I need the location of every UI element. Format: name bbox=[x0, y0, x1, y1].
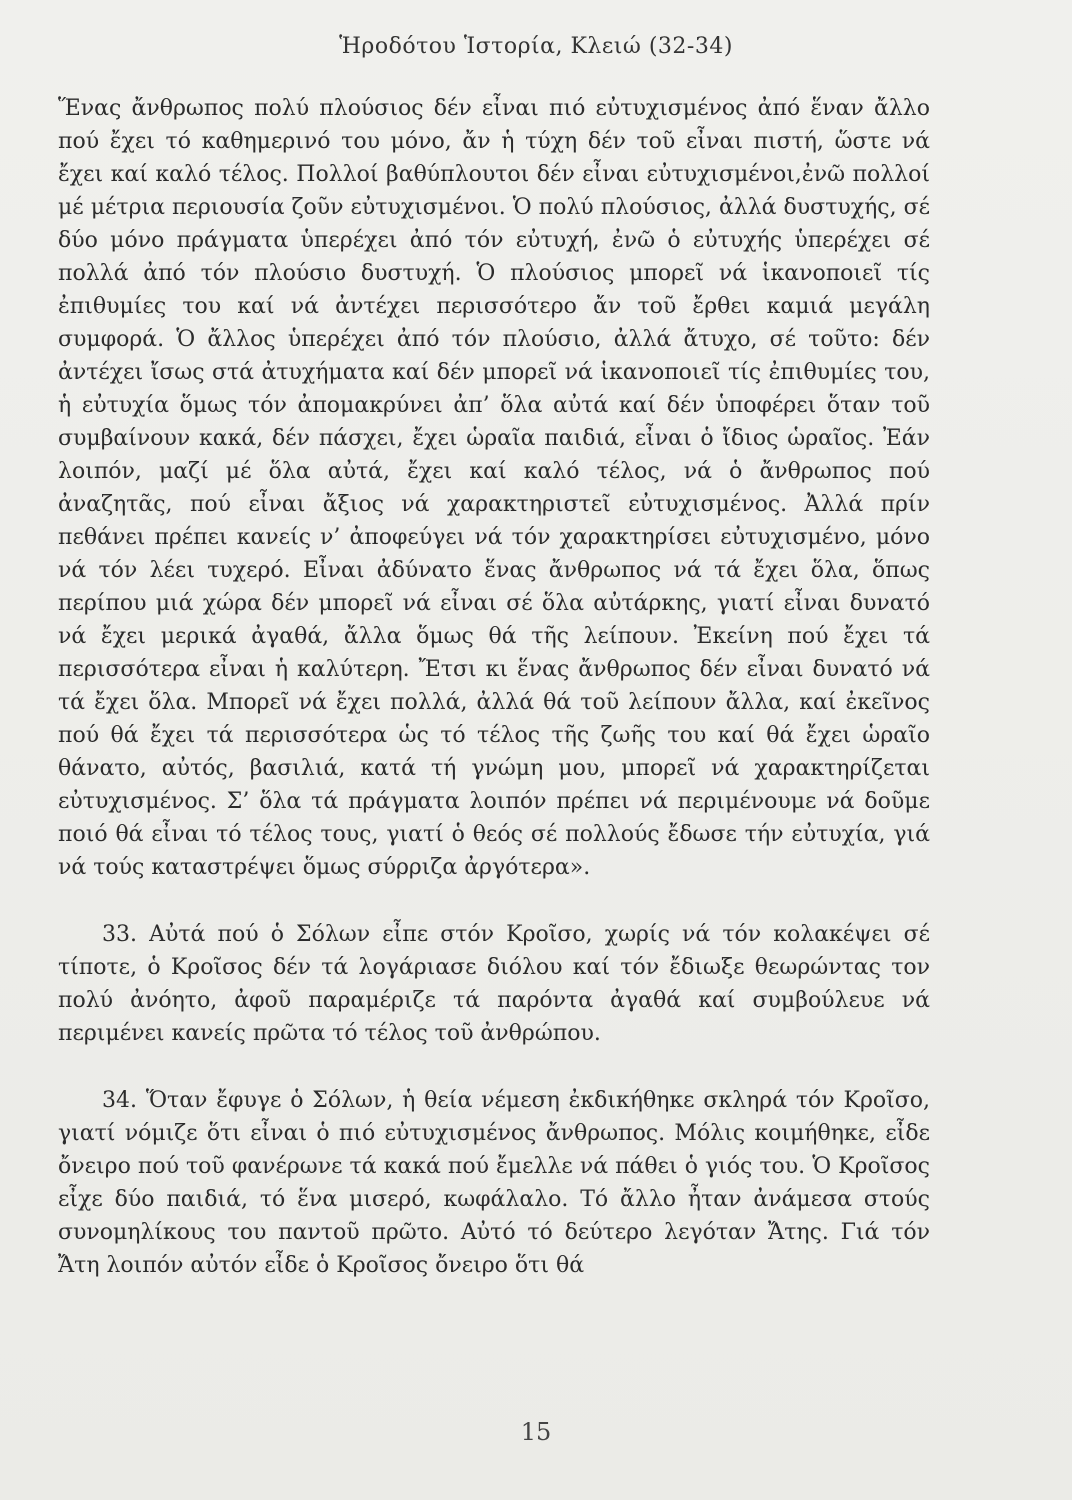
page-number: 15 bbox=[520, 1418, 552, 1446]
body-text bbox=[58, 92, 930, 1282]
paragraph-33: 33. Αὐτά πού ὁ Σόλων εἶπε στόν Κροῖσο, χωρίς νά τόν κολακέψει σέ τίποτε, ὁ Κροῖσος δέν τά λογάριασε διόλου καί τόν ἔδιωξε θεωρώντας τον πολύ ἀνόητο, ἀφοῦ παραμέριζε τά παρόντα ἀγαθά καί συμβούλευε νά περιμένει κανείς πρῶτα τό τέλος τοῦ ἀνθρώπου. bbox=[58, 922, 930, 1046]
paragraph-34: 34. Ὅταν ἔφυγε ὁ Σόλων, ἡ θεία νέμεση ἐκδικήθηκε σκληρά τόν Κροῖσο, γιατί νόμιζε ὅτι εἶναι ὁ πιό εὐτυχισμένος ἄνθρωπος. Μόλις κοιμήθηκε, εἶδε ὄνειρο πού τοῦ φανέρωνε τά κακά πού ἔμελλε νά πάθει ὁ γιός του. Ὁ Κροῖσος εἶχε δύο παιδιά, τό ἕνα μισερό, κωφάλαλο. Τό ἄλλο ἦταν ἀνάμεσα στούς συνομηλίκους του παντοῦ πρῶτο. Αὐτό τό δεύτερο λεγόταν Ἄτης. Γιά τόν Ἄτη λοιπόν αὐτόν εἶδε ὁ Κροῖσος ὄνειρο ὅτι θά bbox=[58, 1088, 930, 1278]
running-head: Ἡροδότου Ἱστορία, Κλειώ (32-34) bbox=[339, 34, 733, 59]
paragraph-solon-speech: Ἕνας ἄνθρωπος πολύ πλούσιος δέν εἶναι πιό εὐτυχισμένος ἀπό ἕναν ἄλλο πού ἔχει τό καθημερινό του μόνο, ἄν ἡ τύχη δέν τοῦ εἶναι πιστή, ὥστε νά ἔχει καί καλό τέλος. Πολλοί βαθύπλουτοι δέν εἶναι εὐτυχισμένοι,ἐνῶ πολλοί μέ μέτρια περιουσία ζοῦν εὐτυχισμένοι. Ὁ πολύ πλούσιος, ἀλλά δυστυχής, σέ δύο μόνο πράγματα ὑπερέχει ἀπό τόν εὐτυχή, ἐνῶ ὁ εὐτυχής ὑπερέχει σέ πολλά ἀπό τόν πλούσιο δυστυχή. Ὁ πλούσιος μπορεῖ νά ἱκανοποιεῖ τίς ἐπιθυμίες του καί νά ἀντέχει περισσότερο ἄν τοῦ ἔρθει καμιά μεγάλη συμφορά. Ὁ ἄλλος ὑπερέχει ἀπό τόν πλούσιο, ἀλλά ἄτυχο, σέ τοῦτο: δέν ἀντέχει ἴσως στά ἀτυχήματα καί δέν μπορεῖ νά ἱκανοποιεῖ τίς ἐπιθυμίες του, ἡ εὐτυχία ὅμως τόν ἀπομακρύνει ἀπ’ ὅλα αὐτά καί δέν ὑποφέρει ὅταν τοῦ συμβαίνουν κακά, δέν πάσχει, ἔχει ὡραῖα παιδιά, εἶναι ὁ ἴδιος ὡραῖος. Ἐάν λοιπόν, μαζί μέ ὅλα αὐτά, ἔχει καί καλό τέλος, νά ὁ ἄνθρωπος πού ἀναζητᾶς, πού εἶναι ἄξιος νά χαρακτηριστεῖ εὐτυχισμένος. Ἀλλά πρίν πεθάνει πρέπει κανείς ν’ ἀποφεύγει νά τόν χαρακτηρίσει εὐτυχισμένο, μόνο νά τόν λέει τυχερό. Εἶναι ἀδύνατο ἕνας ἄνθρωπος νά τά ἔχει ὅλα, ὅπως περίπου μιά χώρα δέν μπορεῖ νά εἶναι σέ ὅλα αὐτάρκης, γιατί εἶναι δυνατό νά ἔχει μερικά ἀγαθά, ἄλλα ὅμως θά τῆς λείπουν. Ἐκείνη πού ἔχει τά περισσότερα εἶναι ἡ καλύτερη. Ἔτσι κι ἕνας ἄνθρωπος δέν εἶναι δυνατό νά τά ἔχει ὅλα. Μπορεῖ νά ἔχει πολλά, ἀλλά θά τοῦ λείπουν ἄλλα, καί ἐκεῖνος πού θά ἔχει τά περισσότερα ὡς τό τέλος τῆς ζωῆς του καί θά ἔχει ὡραῖο θάνατο, αὐτός, βασιλιά, κατά τή γνώμη μου, μπορεῖ νά χαρακτηρίζεται εὐτυχισμένος. Σ’ ὅλα τά πράγματα λοιπόν πρέπει νά περιμένουμε νά δοῦμε ποιό θά εἶναι τό τέλος τους, γιατί ὁ θεός σέ πολλούς ἔδωσε τήν εὐτυχία, γιά νά τούς καταστρέψει ὅμως σύρριζα ἀργότερα». bbox=[58, 96, 930, 880]
